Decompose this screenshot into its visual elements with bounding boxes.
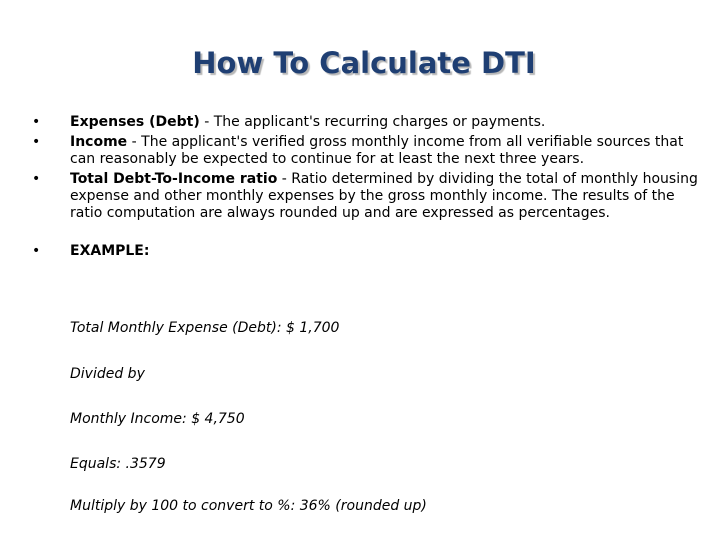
bullet-list <box>28 114 708 260</box>
example-line-divided: Divided by <box>70 366 145 382</box>
bullet-income <box>28 134 708 168</box>
bullet-dti-ratio <box>28 171 708 222</box>
bullet-term: EXAMPLE: <box>70 243 150 259</box>
bullet-expenses <box>28 114 708 131</box>
bullet-term: Total Debt-To-Income ratio <box>70 171 278 187</box>
bullet-text: - The applicant's verified gross monthly income from all verifiable sources that can reasonably be expected to continue for at least the next three years. <box>70 134 684 167</box>
bullet-symbol: • <box>32 114 41 130</box>
example-line-equals: Equals: .3579 <box>70 456 166 472</box>
bullet-example <box>28 243 708 260</box>
example-line-income: Monthly Income: $ 4,750 <box>70 411 245 427</box>
bullet-symbol: • <box>32 134 41 150</box>
example-line-multiply: Multiply by 100 to convert to %: 36% (rounded up) <box>70 498 427 514</box>
bullet-term: Expenses (Debt) <box>70 114 200 130</box>
bullet-symbol: • <box>32 243 41 259</box>
bullet-text: - The applicant's recurring charges or payments. <box>199 114 546 130</box>
bullet-symbol: • <box>32 171 41 187</box>
bullet-text: - Ratio determined by dividing the total of monthly housing expense and other monthly expenses by the gross monthly income. The results of the ratio computation are always rounded up and are expressed as percentages. <box>70 171 698 221</box>
slide-title: How To Calculate DTI <box>192 46 536 80</box>
bullet-term: Income <box>70 134 128 150</box>
example-line-expense: Total Monthly Expense (Debt): $ 1,700 <box>70 320 340 336</box>
